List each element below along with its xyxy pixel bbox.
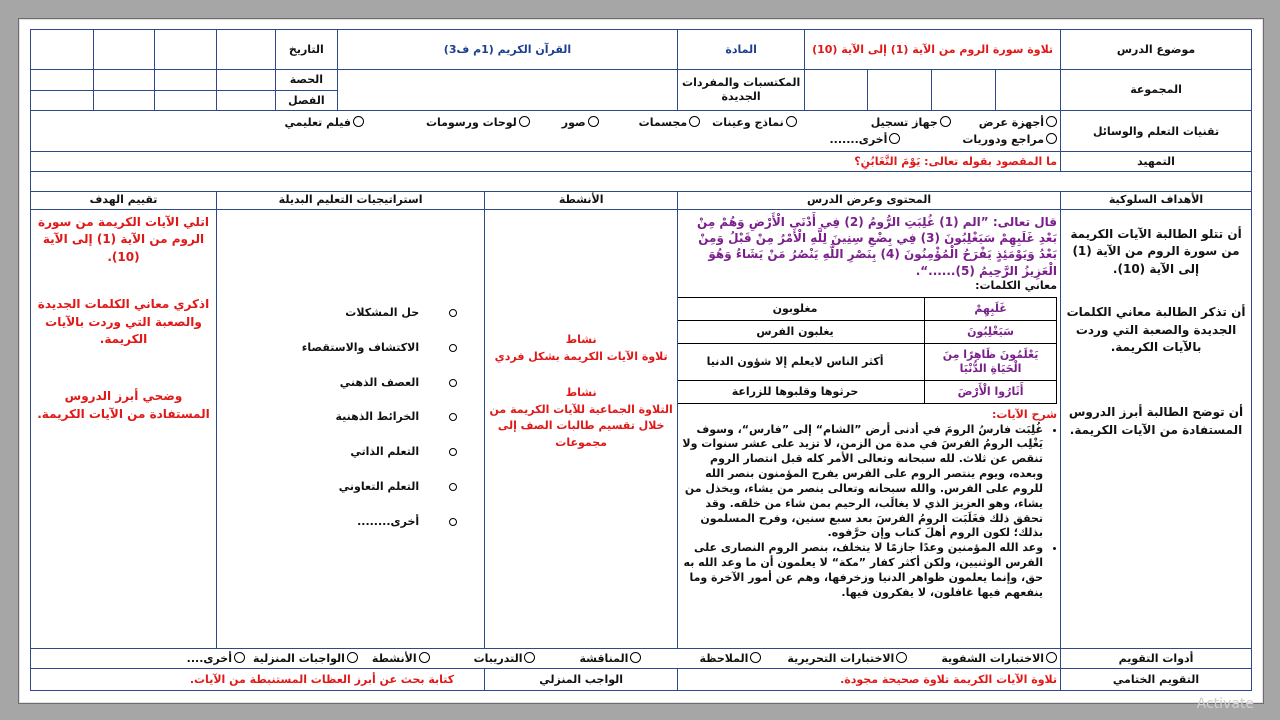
radio-icon[interactable] bbox=[896, 652, 907, 663]
table-row bbox=[678, 343, 1057, 380]
class-label: الفصل bbox=[275, 90, 337, 111]
radio-icon[interactable] bbox=[750, 652, 761, 663]
objective-item: أن تذكر الطالبة معاني الكلمات الجديدة والصعبة التي وردت بالآيات الكريمة. bbox=[1066, 305, 1246, 355]
class-cell-1[interactable] bbox=[216, 90, 275, 111]
date-cell-3[interactable] bbox=[94, 30, 155, 70]
media-option-references[interactable]: مراجع ودوريات bbox=[962, 133, 1057, 147]
word-cell: أَثَارُوا الْأَرْضَ bbox=[925, 380, 1057, 403]
strategy-item[interactable]: الخرائط الذهنية bbox=[220, 410, 419, 424]
radio-icon[interactable] bbox=[524, 652, 535, 663]
bullet-icon bbox=[449, 309, 457, 317]
explanation-item: • غُلِبَت فارسُ الرومَ في أدنى أرض ”الشام“ إلى ”فارس“، وسوف يَغْلِب الرومُ الفرسَ في مدة من الزمن، لا تزيد على عشر سنوات ولا تنقص عن ثلاث. لله سبحانه وتعالى الأمر كله قبل انتصار الروم وبعده، ويوم ينتصر الروم على الفرس يفرح المؤمنون بنصر الله للروم على الفرس. والله سبحانه وتعالى ينصر من يشاء، ويخذل من يشاء، وهو العزيز الذي لا يغالَب، الرحيم بمن شاء من خلقه. وقد تحقق ذلك فغَلَبَت الرومُ الفرسَ بعد سبع سنين، وفرح المسلمون بذلك؛ لكون الروم أهلَ كتاب وإن حرَّفوه. bbox=[681, 423, 1043, 542]
bullet-icon bbox=[449, 344, 457, 352]
subject-value: تلاوة سورة الروم من الآية (1) إلى الآية (10) bbox=[805, 30, 1061, 70]
activity-title: نشاط bbox=[565, 333, 597, 347]
table-row bbox=[678, 320, 1057, 343]
eval-option-oral[interactable]: الاختبارات الشفوية bbox=[941, 652, 1057, 666]
final-eval-label: التقويم الختامي bbox=[1061, 669, 1252, 691]
group-cell-3[interactable] bbox=[868, 70, 932, 111]
assessment-cell bbox=[31, 210, 217, 649]
table-row bbox=[678, 380, 1057, 403]
date-cell-4[interactable] bbox=[31, 30, 94, 70]
media-option-recorder[interactable]: جهاز تسجيل bbox=[871, 116, 951, 130]
bullet-icon bbox=[449, 413, 457, 421]
radio-icon[interactable] bbox=[347, 652, 358, 663]
bullet-icon bbox=[449, 518, 457, 526]
activities-cell bbox=[485, 210, 678, 649]
eval-option-observation[interactable]: الملاحظة bbox=[699, 652, 761, 666]
eval-option-homework[interactable]: الواجبات المنزلية bbox=[253, 652, 358, 666]
objective-item: أن تتلو الطالبة الآيات الكريمة من سورة الروم من الآية (1) إلى الآية (10). bbox=[1070, 227, 1242, 276]
strategies-cell bbox=[216, 210, 484, 649]
material-label: المادة bbox=[678, 30, 805, 70]
radio-icon[interactable] bbox=[786, 116, 797, 127]
strategy-item[interactable]: التعلم التعاوني bbox=[220, 480, 419, 494]
content-header: المحتوى وعرض الدرس bbox=[678, 191, 1061, 210]
word-cell: يَعْلَمُونَ ظَاهِرًا مِنَ الْحَيَاةِ الدُّنْيَا bbox=[925, 343, 1057, 380]
activities-header: الأنشطة bbox=[485, 191, 678, 210]
radio-icon[interactable] bbox=[889, 133, 900, 144]
assessment-header: تقييم الهدف bbox=[31, 191, 217, 210]
assessment-item: اذكري معاني الكلمات الجديدة والصعبة التي وردت بالآيات الكريمة. bbox=[37, 297, 210, 347]
radio-icon[interactable] bbox=[1046, 652, 1057, 663]
radio-icon[interactable] bbox=[419, 652, 430, 663]
radio-icon[interactable] bbox=[1046, 116, 1057, 127]
meaning-cell: مغلوبون bbox=[678, 297, 925, 320]
table-row bbox=[678, 297, 1057, 320]
radio-icon[interactable] bbox=[353, 116, 364, 127]
radio-icon[interactable] bbox=[1046, 133, 1057, 144]
activity-text: التلاوة الجماعية للآيات الكريمة من خلال تقسيم طالبات الصف إلى مجموعات bbox=[489, 402, 673, 449]
period-cell-1[interactable] bbox=[216, 70, 275, 91]
eval-option-other[interactable]: أخرى.... bbox=[187, 652, 245, 666]
lesson-plan-table bbox=[30, 29, 1252, 691]
material-value: القرآن الكريم (1م ف3) bbox=[337, 30, 677, 70]
meanings-title: معاني الكلمات: bbox=[975, 278, 1058, 292]
eval-option-written[interactable]: الاختبارات التحريرية bbox=[787, 652, 907, 666]
subject-label: موضوع الدرس bbox=[1061, 30, 1252, 70]
strategies-list bbox=[220, 306, 481, 528]
bullet-icon bbox=[449, 483, 457, 491]
meaning-cell: حرثوها وقلبوها للزراعة bbox=[678, 380, 925, 403]
words-table bbox=[678, 297, 1057, 404]
assessment-item: وضحي أبرز الدروس المستفادة من الآيات الكريمة. bbox=[37, 389, 210, 421]
homework-label: الواجب المنزلي bbox=[485, 669, 678, 691]
period-cell-2[interactable] bbox=[155, 70, 217, 91]
objectives-cell bbox=[1061, 210, 1252, 649]
homework-value: كتابة بحث عن أبرز العظات المستنبطة من الآيات. bbox=[31, 669, 485, 691]
meaning-cell: أكثر الناس لايعلم إلا شؤون الدنيا bbox=[678, 343, 925, 380]
spacer-row bbox=[31, 172, 1252, 192]
group-label: المجموعة bbox=[1061, 70, 1252, 111]
content-cell bbox=[678, 210, 1061, 649]
period-label: الحصة bbox=[275, 70, 337, 91]
class-cell-3[interactable] bbox=[94, 90, 155, 111]
period-cell-4[interactable] bbox=[31, 70, 94, 91]
strategy-item[interactable]: التعلم الذاتي bbox=[220, 445, 419, 459]
media-label: تقنيات التعلم والوسائل bbox=[1061, 111, 1252, 152]
radio-icon[interactable] bbox=[940, 116, 951, 127]
watermark-text: Activate bbox=[1196, 696, 1254, 712]
word-cell: غَلَبِهِمْ bbox=[925, 297, 1057, 320]
evaluation-tools-options bbox=[31, 648, 1061, 669]
strategies-header: استراتيجيات التعليم البديلة bbox=[216, 191, 484, 210]
intro-question: ما المقصود بقوله تعالى: يَوْمَ التَّغَابُنِ؟ bbox=[31, 152, 1061, 172]
strategy-item[interactable]: أخرى........ bbox=[220, 515, 419, 529]
explanation-item: • وعد الله المؤمنين وعدًا جازمًا لا يتخلف، بنصر الروم النصارى على الفرس الوثنيين، ولكن أكثر كفار ”مكة“ لا يعلمون أن ما وعد الله به حق، وإنما يعلمون ظواهر الدنيا وزخرفها، وهم عن أمور الآخرة وما ينفعهم فيها غافلون، لا يفكرون فيها. bbox=[681, 541, 1043, 600]
media-option-film[interactable]: فيلم تعليمي bbox=[284, 116, 363, 130]
explanation-list bbox=[681, 423, 1057, 601]
class-cell-4[interactable] bbox=[31, 90, 94, 111]
class-cell-2[interactable] bbox=[155, 90, 217, 111]
media-option-other[interactable]: أخرى....... bbox=[830, 133, 901, 147]
strategy-item[interactable]: العصف الذهني bbox=[220, 376, 419, 390]
intro-label: التمهيد bbox=[1061, 152, 1252, 172]
vocab-label: المكتسبات والمفردات الجديدة bbox=[678, 70, 805, 111]
period-cell-3[interactable] bbox=[94, 70, 155, 91]
date-label: التاريخ bbox=[275, 30, 337, 70]
date-cell-2[interactable] bbox=[155, 30, 217, 70]
final-eval-value: تلاوة الآيات الكريمة تلاوة صحيحة مجودة. bbox=[678, 669, 1061, 691]
group-cell-2[interactable] bbox=[932, 70, 996, 111]
radio-icon[interactable] bbox=[234, 652, 245, 663]
strategy-item[interactable]: الاكتشاف والاستقصاء bbox=[220, 341, 419, 355]
word-cell: سَيَغْلِبُونَ bbox=[925, 320, 1057, 343]
bullet-icon bbox=[449, 448, 457, 456]
activity-text: تلاوة الآيات الكريمة بشكل فردي bbox=[494, 349, 668, 363]
date-cell-1[interactable] bbox=[216, 30, 275, 70]
assessment-item: اتلي الآيات الكريمة من سورة الروم من الآية (1) إلى الآية (10). bbox=[38, 215, 209, 264]
radio-icon[interactable] bbox=[630, 652, 641, 663]
media-option-models[interactable]: نماذج وعينات bbox=[712, 116, 797, 130]
radio-icon[interactable] bbox=[519, 116, 530, 127]
vocab-value[interactable] bbox=[337, 70, 677, 111]
objective-item: أن توضح الطالبة أبرز الدروس المستفادة من الآيات الكريمة. bbox=[1068, 405, 1244, 437]
eval-option-exercises[interactable]: التدريبات bbox=[474, 652, 536, 666]
radio-icon[interactable] bbox=[689, 116, 700, 127]
verse-text: قال تعالى: ”الم (1) غُلِبَتِ الرُّومُ (2) فِي أَدْنَى الْأَرْضِ وَهُمْ مِنْ بَعْدِ غَلَبِهِمْ سَيَغْلِبُونَ (3) فِي بِضْعِ سِنِينَ لِلَّهِ الْأَمْرُ مِنْ قَبْلُ وَمِنْ بَعْدُ وَيَوْمَئِذٍ يَفْرَحُ الْمُؤْمِنُونَ (4) بِنَصْرِ اللَّهِ يَنْصُرُ مَنْ يَشَاءُ وَهُوَ الْعَزِيزُ الرَّحِيمُ (5)......“. bbox=[697, 215, 1058, 278]
bullet-icon bbox=[449, 379, 457, 387]
explanation-title: شرح الآيات: bbox=[991, 407, 1058, 421]
eval-option-activities[interactable]: الأنشطة bbox=[372, 652, 430, 666]
radio-icon[interactable] bbox=[588, 116, 599, 127]
media-option-boards[interactable]: لوحات ورسومات bbox=[426, 116, 530, 130]
activity-title: نشاط bbox=[565, 386, 597, 400]
eval-option-discussion[interactable]: المناقشة bbox=[579, 652, 641, 666]
strategy-item[interactable]: حل المشكلات bbox=[220, 306, 419, 320]
media-options bbox=[31, 111, 1061, 152]
objectives-header: الأهداف السلوكية bbox=[1061, 191, 1252, 210]
media-option-solids[interactable]: مجسمات bbox=[639, 116, 701, 130]
evaluation-tools-label: أدوات التقويم bbox=[1061, 648, 1252, 669]
meaning-cell: يغلبون الفرس bbox=[678, 320, 925, 343]
group-cell-4[interactable] bbox=[805, 70, 868, 111]
media-option-pictures[interactable]: صور bbox=[562, 116, 599, 130]
media-option-projector[interactable]: أجهزة عرض bbox=[979, 116, 1057, 130]
group-cell-1[interactable] bbox=[996, 70, 1061, 111]
